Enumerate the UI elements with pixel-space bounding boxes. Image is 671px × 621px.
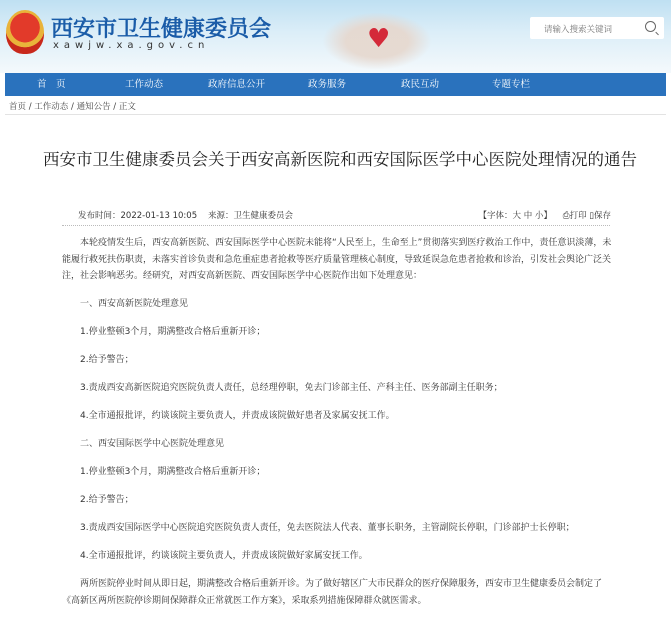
main-nav: [5, 73, 666, 96]
save-icon[interactable]: ▯: [589, 211, 594, 221]
site-name[interactable]: 西安市卫生健康委员会: [51, 17, 272, 42]
print-button[interactable]: 打印: [569, 211, 587, 221]
divider: [5, 114, 666, 115]
font-small-button[interactable]: 小: [534, 211, 544, 221]
article-tools: [478, 209, 611, 221]
section-heading: 一、西安高新医院处理意见: [80, 299, 189, 309]
font-size-label: 【字体：: [478, 211, 513, 221]
font-size-label-end: 】: [543, 211, 552, 221]
banner-heart-image: [322, 12, 432, 70]
paragraph: 4.全市通报批评，约谈该院主要负责人，并责成该院做好家属安抚工作。: [80, 551, 368, 561]
source: 卫生健康委员会: [233, 211, 293, 221]
font-medium-button[interactable]: 中: [523, 211, 533, 221]
paragraph: 两所医院停业时间从即日起，期满整改合格后重新开诊。为了做好辖区广大市民群众的医疗保障服务，西安市卫生健康委员会制定了《高新区两所医院停诊期间保障群众正常就医工作方案》，采取系列措施保障群众就医需求。: [62, 579, 603, 606]
nav-gov-services[interactable]: 政务服务: [308, 79, 347, 90]
article-title: 西安市卫生健康委员会关于西安高新医院和西安国际医学中心医院处理情况的通告: [43, 150, 637, 169]
breadcrumb: 首页 / 工作动态 / 通知公告 / 正文: [9, 102, 136, 112]
nav-topics[interactable]: 专题专栏: [492, 79, 531, 90]
source-label: 来源：: [207, 211, 234, 221]
paragraph: 3.责成西安国际医学中心医院追究医院负责人责任，免去医院法人代表、董事长职务，主管副院长停职，门诊部护士长停职；: [80, 523, 575, 533]
divider: [62, 225, 610, 226]
article-body: [62, 235, 612, 621]
national-emblem-logo: [6, 10, 44, 54]
search-input[interactable]: [530, 19, 635, 41]
breadcrumb-notices[interactable]: 通知公告: [76, 102, 111, 112]
site-domain: xawjw.xa.gov.cn: [53, 40, 210, 51]
paragraph: 2.给予警告；: [80, 495, 134, 505]
font-large-button[interactable]: 大: [512, 211, 521, 221]
site-header: [0, 0, 671, 73]
section-heading: 二、西安国际医学中心医院处理意见: [80, 439, 225, 449]
paragraph: 2.给予警告；: [80, 355, 134, 365]
article-meta: [78, 209, 293, 221]
publish-label: 发布时间：: [78, 211, 121, 221]
heart-icon: ♥: [367, 24, 391, 54]
publish-time: 2022-01-13 10:05: [120, 211, 198, 221]
nav-interaction[interactable]: 政民互动: [401, 79, 440, 90]
search-icon[interactable]: [645, 21, 656, 32]
nav-gov-info[interactable]: 政府信息公开: [208, 79, 266, 90]
nav-work-news[interactable]: 工作动态: [125, 79, 164, 90]
search-box: [530, 17, 664, 39]
nav-home[interactable]: 首 页: [37, 79, 66, 90]
paragraph: 1.停业整顿3个月，期满整改合格后重新开诊；: [80, 327, 266, 337]
save-button[interactable]: 保存: [593, 211, 611, 221]
paragraph: 1.停业整顿3个月，期满整改合格后重新开诊；: [80, 467, 266, 477]
paragraph: 4.全市通报批评，约谈该院主要负责人，并责成该院做好患者及家属安抚工作。: [80, 411, 395, 421]
paragraph: 3.责成西安高新医院追究医院负责人责任，总经理停职，免去门诊部主任、产科主任、医务部副主任职务；: [80, 383, 503, 393]
paragraph: 本轮疫情发生后，西安高新医院、西安国际医学中心医院未能将“人民至上，生命至上”贯彻落实到医疗救治工作中，责任意识淡薄，未能履行救死扶伤职责，未落实首诊负责和急危重症患者抢救等医疗质量管理核心制度，导致延误急危患者抢救和诊治，引发社会舆论广泛关注，社会影响恶劣。经研究，对西安高新医院、西安国际医学中心医院作出如下处理意见：: [62, 238, 612, 281]
breadcrumb-home[interactable]: 首页: [9, 102, 27, 112]
breadcrumb-work-news[interactable]: 工作动态: [34, 102, 69, 112]
breadcrumb-current: 正文: [118, 102, 136, 112]
print-icon[interactable]: ⎙: [562, 211, 570, 221]
